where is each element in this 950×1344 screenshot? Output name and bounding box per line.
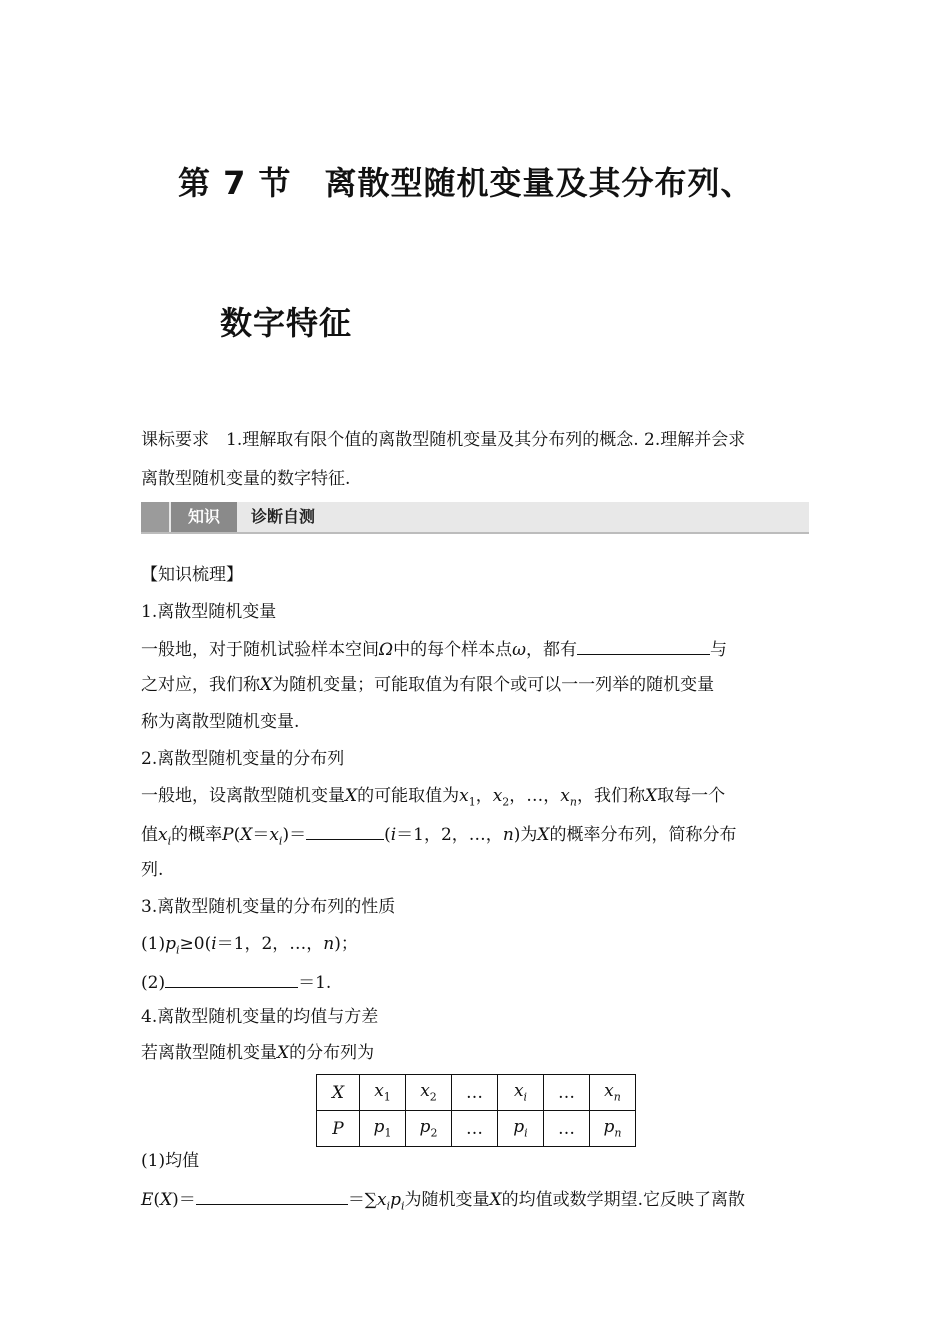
section-label: 诊断自测 — [251, 507, 316, 526]
s2-line1: 一般地，设离散型随机变量X的可能取值为$x_1$，$x_2$，…，$x_n$，我们称X取每一个 — [141, 786, 726, 809]
table-cell: $x_n$ — [590, 1075, 636, 1111]
table-cell: $p_n$ — [590, 1111, 636, 1147]
table-cell: X — [317, 1075, 360, 1111]
s2-title: 2.离散型随机变量的分布列 — [141, 749, 345, 769]
s1-title: 1.离散型随机变量 — [141, 602, 277, 622]
s1-line2: 之对应，我们称X为随机变量；可能取值为有限个或可以一一列举的随机变量 — [141, 675, 715, 695]
distribution-table — [316, 1074, 636, 1147]
table-cell: $p_1$ — [360, 1111, 406, 1147]
mean-line: $E(X)= =\sum x_ip_i$为随机变量X的均值或数学期望.它反映了离散 — [141, 1186, 745, 1218]
s3-line2: (2) ＝1. — [141, 969, 331, 995]
s4-title: 4.离散型随机变量的均值与方差 — [141, 1007, 379, 1027]
s2-line3: 列. — [141, 860, 164, 880]
requirements-line2: 离散型随机变量的数字特征. — [141, 469, 351, 489]
answer-blank-3 — [165, 969, 298, 988]
table-cell: $x_1$ — [360, 1075, 406, 1111]
answer-blank-1 — [577, 636, 710, 655]
table-cell: … — [452, 1075, 498, 1111]
table-cell: … — [544, 1111, 590, 1147]
page-title-line1: 第 7 节 离散型随机变量及其分布列、 — [178, 164, 754, 202]
page-title-line2: 数字特征 — [220, 304, 353, 342]
table-cell: P — [317, 1111, 360, 1147]
s2-line2: 值$x_i$的概率$P(X=x_i)= (i=1$，2，…，n)为X的概率分布列，简称分布 — [141, 821, 737, 853]
section-tab: 知识 — [171, 502, 237, 532]
section-tab-decoration — [141, 502, 169, 532]
s4-line1: 若离散型随机变量X的分布列为 — [141, 1043, 375, 1063]
table-cell: $x_i$ — [498, 1075, 544, 1111]
requirements-line1: 课标要求 1.理解取有限个值的离散型随机变量及其分布列的概念. 2.理解并会求 — [141, 430, 746, 450]
table-cell: $p_2$ — [406, 1111, 452, 1147]
table-cell: … — [544, 1075, 590, 1111]
s1-line3: 称为离散型随机变量. — [141, 712, 300, 732]
answer-blank-2 — [306, 821, 384, 840]
table-cell: $p_i$ — [498, 1111, 544, 1147]
mean-title: (1)均值 — [141, 1151, 200, 1171]
answer-blank-4 — [196, 1186, 348, 1205]
s3-line1: $(1)p_i\ge 0(i=1$，2，…，n)； — [141, 934, 358, 957]
section-header — [141, 502, 809, 534]
s3-title: 3.离散型随机变量的分布列的性质 — [141, 897, 396, 917]
table-cell: … — [452, 1111, 498, 1147]
table-row — [317, 1075, 636, 1111]
knowledge-heading: 【知识梳理】 — [141, 565, 243, 585]
s1-line1: 一般地，对于随机试验样本空间Ω中的每个样本点ω，都有 与 — [141, 636, 727, 662]
table-cell: $x_2$ — [406, 1075, 452, 1111]
table-row — [317, 1111, 636, 1147]
